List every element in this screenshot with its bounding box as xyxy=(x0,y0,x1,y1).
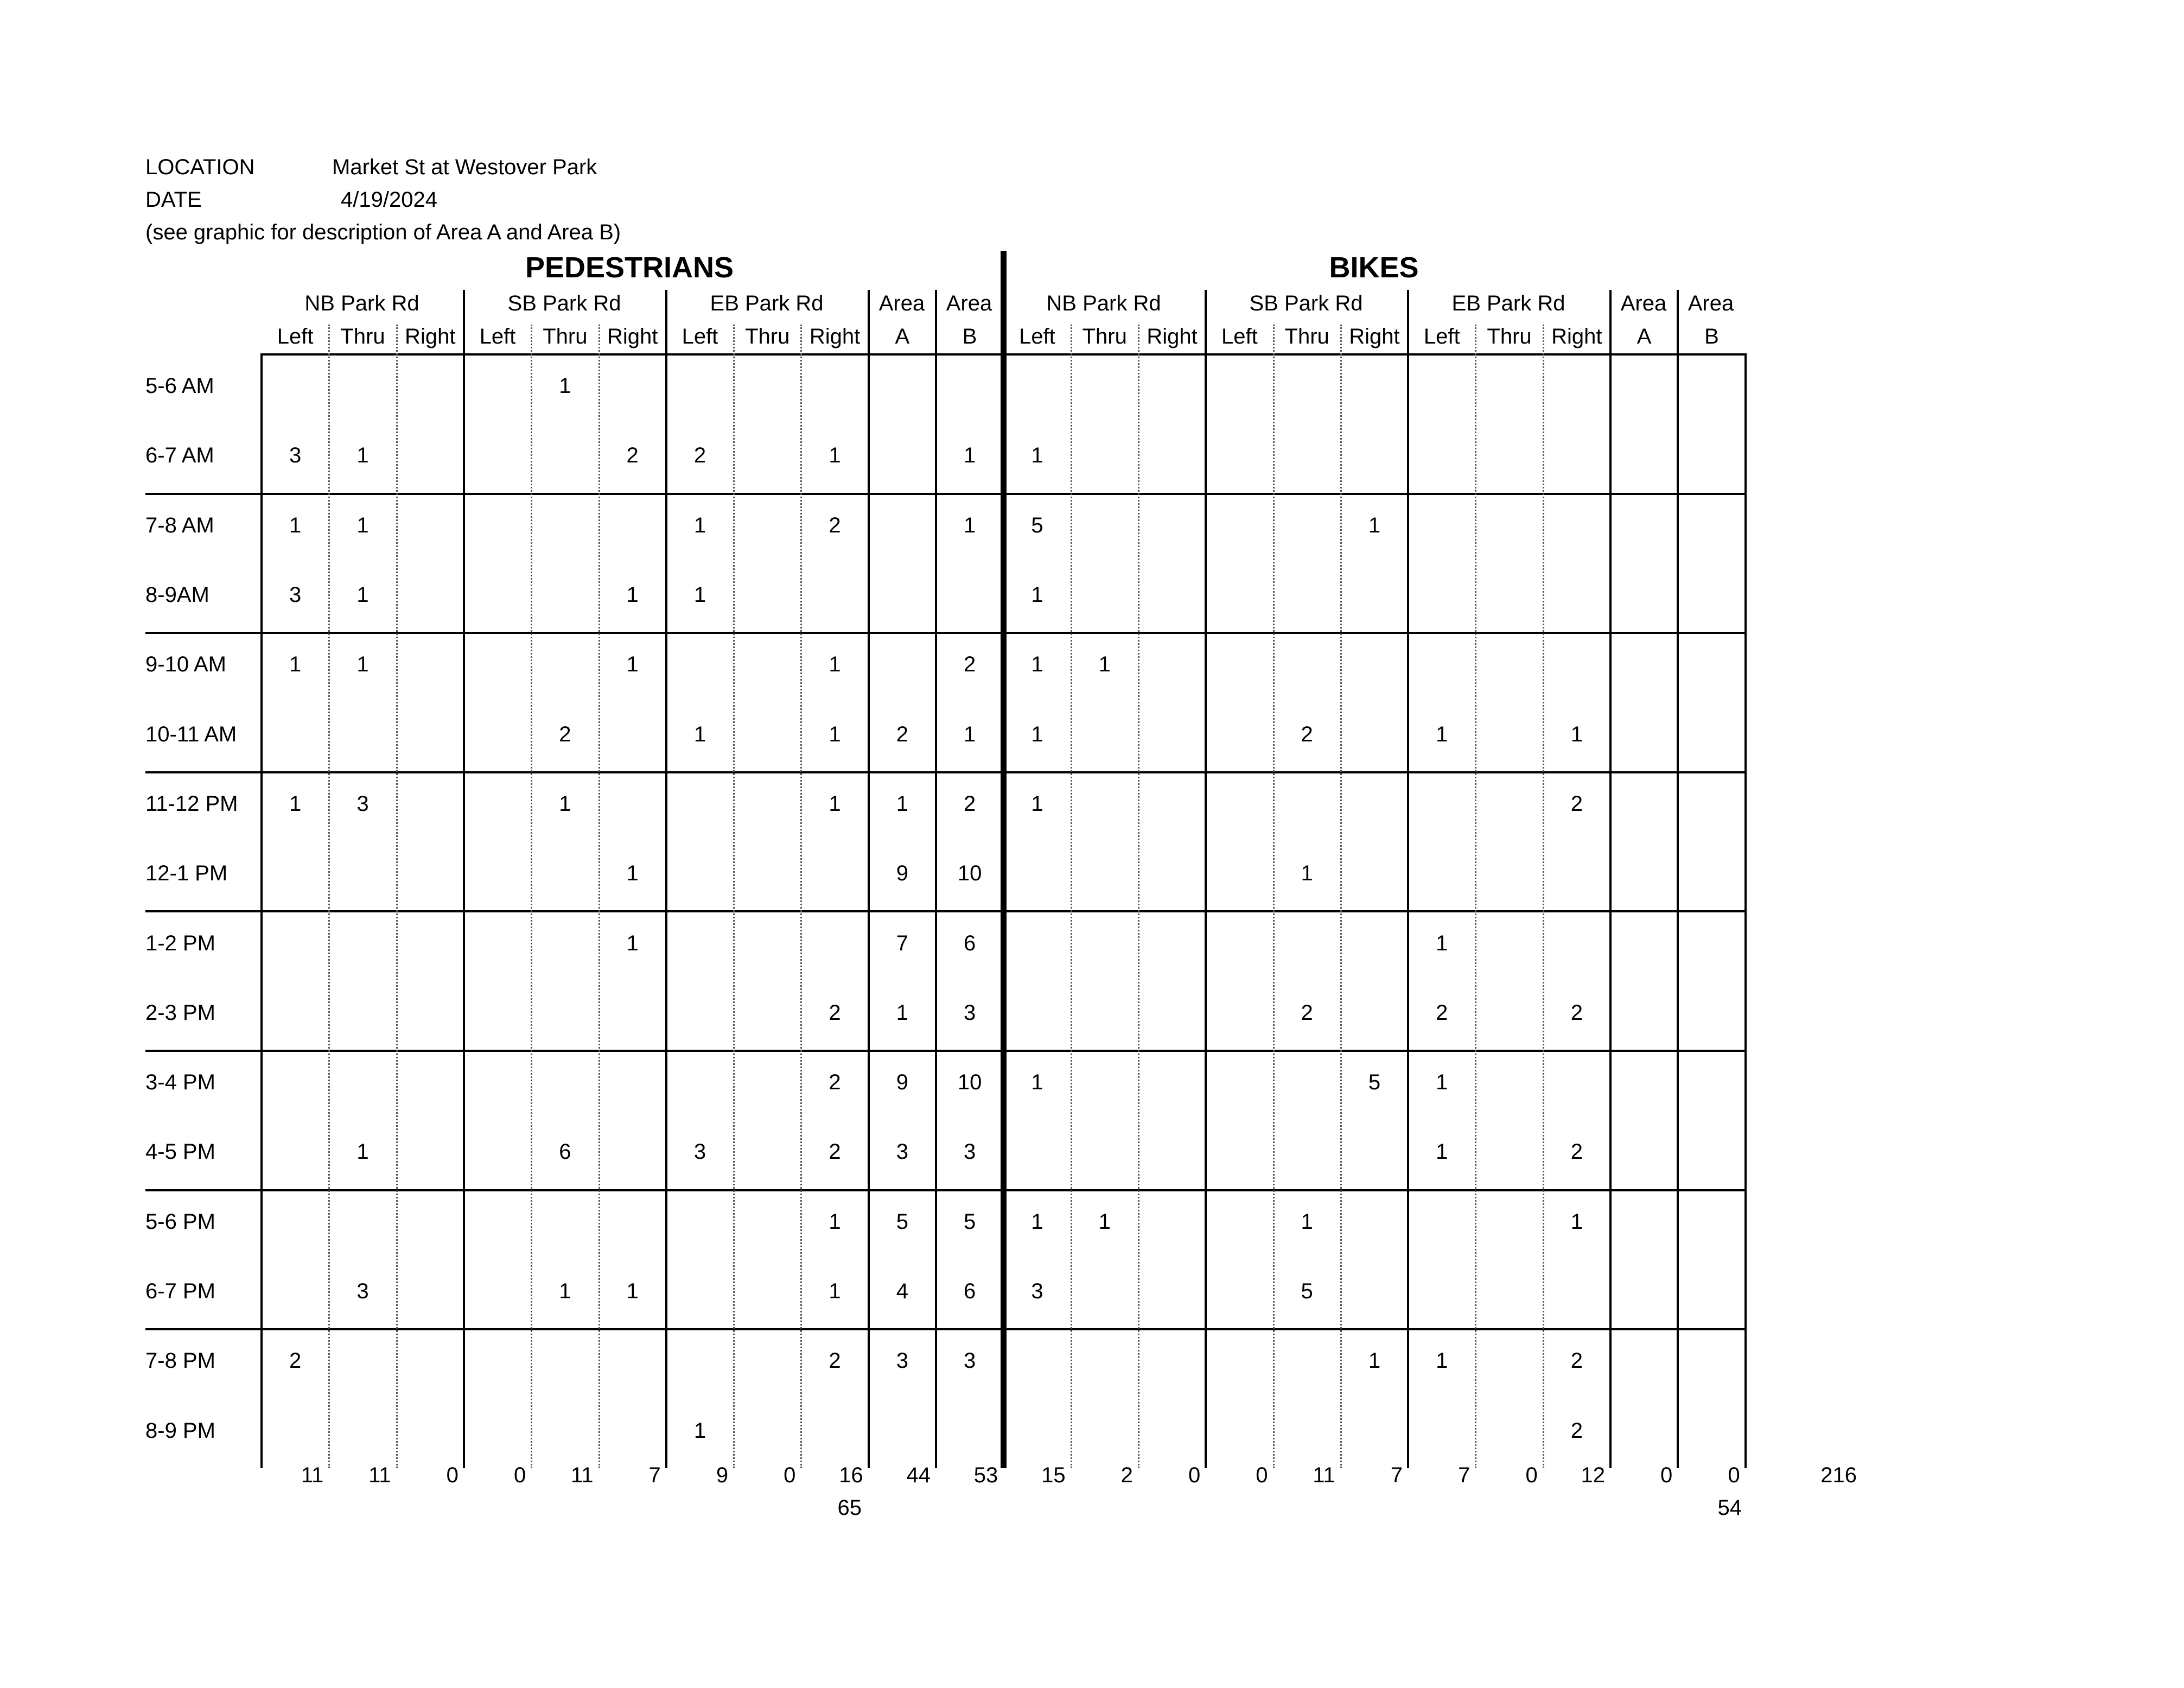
count-cell: 1 xyxy=(896,791,908,816)
count-cell: 3 xyxy=(964,1349,976,1373)
row-group-divider xyxy=(145,1050,1746,1052)
count-cell: 2 xyxy=(1301,1000,1313,1025)
count-cell: 1 xyxy=(964,722,976,746)
count-cell: 3 xyxy=(896,1349,908,1373)
count-cell: 1 xyxy=(1368,1349,1381,1373)
column-header: Right xyxy=(1349,325,1400,348)
count-cell: 2 xyxy=(559,722,571,746)
column-divider xyxy=(1744,353,1747,1468)
row-label: 7-8 PM xyxy=(145,1349,215,1373)
column-header: Thru xyxy=(745,325,790,348)
count-cell: 3 xyxy=(896,1140,908,1164)
column-header: Left xyxy=(682,325,718,348)
count-cell: 1 xyxy=(829,791,841,816)
column-divider xyxy=(598,325,600,1468)
count-cell: 2 xyxy=(829,1000,841,1025)
column-divider xyxy=(1071,325,1072,1468)
column-header: Right xyxy=(607,325,658,348)
count-cell: 2 xyxy=(896,722,908,746)
count-cell: 1 xyxy=(1098,652,1111,677)
count-cell: 5 xyxy=(1301,1279,1313,1304)
count-cell: 1 xyxy=(1570,1209,1583,1234)
column-header: Right xyxy=(1147,325,1198,348)
count-cell: 1 xyxy=(626,931,639,955)
ped-subtotal: 65 xyxy=(837,1496,862,1520)
count-cell: 1 xyxy=(964,513,976,537)
row-label: 3-4 PM xyxy=(145,1070,215,1095)
count-cell: 2 xyxy=(829,513,841,537)
column-total: 0 xyxy=(1728,1463,1740,1487)
column-total: 11 xyxy=(570,1463,594,1487)
ped-eb-header: EB Park Rd xyxy=(710,291,824,315)
column-total: 7 xyxy=(648,1463,661,1487)
count-cell: 1 xyxy=(1436,1349,1448,1373)
count-cell: 6 xyxy=(964,1279,976,1304)
count-cell: 2 xyxy=(964,652,976,677)
column-divider xyxy=(800,325,802,1468)
column-total: 0 xyxy=(446,1463,459,1487)
column-header: Thru xyxy=(340,325,385,348)
column-header: Right xyxy=(809,325,861,348)
column-total: 0 xyxy=(1256,1463,1268,1487)
row-group-divider xyxy=(145,632,1746,634)
column-total: 11 xyxy=(301,1463,324,1487)
count-cell: 3 xyxy=(289,583,302,607)
count-cell: 1 xyxy=(356,652,369,677)
row-label: 8-9AM xyxy=(145,583,209,607)
column-divider xyxy=(531,325,532,1468)
count-cell: 1 xyxy=(1436,1140,1448,1164)
column-divider xyxy=(1273,325,1275,1468)
column-total: 44 xyxy=(906,1463,931,1487)
ped-nb-header: NB Park Rd xyxy=(304,291,419,315)
column-header: Left xyxy=(1019,325,1055,348)
count-cell: 2 xyxy=(829,1070,841,1095)
count-cell: 1 xyxy=(289,513,302,537)
count-cell: 1 xyxy=(1031,652,1043,677)
count-cell: 3 xyxy=(356,791,369,816)
column-divider xyxy=(1543,325,1544,1468)
count-cell: 9 xyxy=(896,1070,908,1095)
row-label: 6-7 AM xyxy=(145,443,214,468)
count-cell: 5 xyxy=(896,1209,908,1234)
ped-sb-header: SB Park Rd xyxy=(507,291,621,315)
row-label: 9-10 AM xyxy=(145,652,226,677)
ped-area-b-header: Area xyxy=(946,291,992,315)
count-cell: 10 xyxy=(957,861,982,886)
count-cell: 2 xyxy=(626,443,639,468)
count-cell: 1 xyxy=(289,652,302,677)
column-divider xyxy=(1677,290,1679,1468)
date-value: 4/19/2024 xyxy=(341,188,437,212)
count-cell: 1 xyxy=(1031,1070,1043,1095)
row-group-divider xyxy=(145,493,1746,495)
grand-total: 216 xyxy=(1820,1463,1857,1487)
row-group-divider xyxy=(145,910,1746,912)
column-total: 12 xyxy=(1581,1463,1605,1487)
column-divider xyxy=(328,325,330,1468)
count-cell: 2 xyxy=(693,443,706,468)
count-cell: 2 xyxy=(829,1349,841,1373)
count-cell: 1 xyxy=(356,583,369,607)
column-total: 7 xyxy=(1390,1463,1403,1487)
column-total: 2 xyxy=(1120,1463,1133,1487)
count-cell: 1 xyxy=(1301,1209,1313,1234)
date-label: DATE xyxy=(145,188,202,212)
column-total: 15 xyxy=(1041,1463,1066,1487)
column-divider xyxy=(1609,290,1612,1468)
count-cell: 3 xyxy=(289,443,302,468)
bike-area-a-header: Area xyxy=(1620,291,1667,315)
count-cell: 1 xyxy=(626,583,639,607)
count-cell: 1 xyxy=(1301,861,1313,886)
count-cell: 5 xyxy=(964,1209,976,1234)
row-label: 11-12 PM xyxy=(145,791,238,816)
column-header: Right xyxy=(405,325,456,348)
column-header: Right xyxy=(1551,325,1602,348)
bike-eb-header: EB Park Rd xyxy=(1451,291,1565,315)
count-cell: 2 xyxy=(1570,1418,1583,1443)
row-label: 8-9 PM xyxy=(145,1418,215,1443)
count-cell: 1 xyxy=(626,652,639,677)
column-header: B xyxy=(962,325,977,348)
column-header: Left xyxy=(277,325,314,348)
row-label: 6-7 PM xyxy=(145,1279,215,1304)
column-divider xyxy=(396,325,398,1468)
column-divider xyxy=(935,290,937,1468)
column-header: Thru xyxy=(1487,325,1532,348)
column-total: 0 xyxy=(1660,1463,1673,1487)
row-label: 7-8 AM xyxy=(145,513,214,537)
column-header: Thru xyxy=(1082,325,1127,348)
count-cell: 1 xyxy=(356,443,369,468)
count-cell: 2 xyxy=(1570,1349,1583,1373)
column-divider xyxy=(868,290,870,1468)
column-total: 11 xyxy=(1313,1463,1335,1487)
count-cell: 1 xyxy=(1570,722,1583,746)
column-divider xyxy=(1340,325,1342,1468)
column-divider xyxy=(1407,290,1409,1468)
bike-subtotal: 54 xyxy=(1717,1496,1742,1520)
column-total: 9 xyxy=(716,1463,729,1487)
count-cell: 10 xyxy=(957,1070,982,1095)
count-cell: 2 xyxy=(289,1349,302,1373)
count-cell: 1 xyxy=(829,722,841,746)
bike-nb-header: NB Park Rd xyxy=(1046,291,1161,315)
count-cell: 1 xyxy=(1031,443,1043,468)
count-cell: 1 xyxy=(693,1418,706,1443)
count-cell: 1 xyxy=(1031,722,1043,746)
count-cell: 5 xyxy=(1368,1070,1381,1095)
count-cell: 1 xyxy=(356,513,369,537)
bike-sb-header: SB Park Rd xyxy=(1249,291,1363,315)
count-cell: 1 xyxy=(1031,583,1043,607)
column-header: Thru xyxy=(1284,325,1329,348)
column-divider xyxy=(733,325,735,1468)
pedestrians-title: PEDESTRIANS xyxy=(525,251,734,284)
count-cell: 3 xyxy=(356,1279,369,1304)
count-cell: 1 xyxy=(829,1209,841,1234)
column-divider xyxy=(1475,325,1476,1468)
count-cell: 1 xyxy=(1031,791,1043,816)
count-cell: 1 xyxy=(896,1000,908,1025)
count-cell: 1 xyxy=(1436,722,1448,746)
column-total: 0 xyxy=(513,1463,526,1487)
count-cell: 2 xyxy=(964,791,976,816)
row-group-divider xyxy=(145,1328,1746,1330)
count-cell: 2 xyxy=(1570,1000,1583,1025)
count-cell: 5 xyxy=(1031,513,1043,537)
column-total: 7 xyxy=(1458,1463,1470,1487)
count-cell: 1 xyxy=(1368,513,1381,537)
count-cell: 1 xyxy=(1436,931,1448,955)
column-header: Thru xyxy=(543,325,588,348)
count-cell: 7 xyxy=(896,931,908,955)
row-group-divider xyxy=(145,771,1746,773)
count-cell: 1 xyxy=(964,443,976,468)
column-header: Left xyxy=(479,325,516,348)
count-cell: 1 xyxy=(559,791,571,816)
count-cell: 1 xyxy=(1098,1209,1111,1234)
bikes-title: BIKES xyxy=(1329,251,1419,284)
count-cell: 2 xyxy=(1570,1140,1583,1164)
count-cell: 3 xyxy=(1031,1279,1043,1304)
area-note: (see graphic for description of Area A and Area B) xyxy=(145,220,621,244)
column-header: Left xyxy=(1423,325,1460,348)
row-group-divider xyxy=(145,1189,1746,1191)
count-cell: 1 xyxy=(829,443,841,468)
column-header: A xyxy=(1637,325,1652,348)
column-header: Left xyxy=(1221,325,1258,348)
count-cell: 6 xyxy=(559,1140,571,1164)
column-divider xyxy=(665,290,667,1468)
row-label: 1-2 PM xyxy=(145,931,215,955)
bike-area-b-header: Area xyxy=(1688,291,1734,315)
count-cell: 1 xyxy=(829,1279,841,1304)
count-cell: 4 xyxy=(896,1279,908,1304)
column-total: 11 xyxy=(368,1463,391,1487)
column-total: 0 xyxy=(1525,1463,1538,1487)
count-cell: 1 xyxy=(626,861,639,886)
column-header: A xyxy=(895,325,910,348)
count-cell: 3 xyxy=(693,1140,706,1164)
column-divider xyxy=(1138,325,1139,1468)
count-cell: 1 xyxy=(626,1279,639,1304)
column-total: 53 xyxy=(973,1463,998,1487)
count-cell: 1 xyxy=(1436,1070,1448,1095)
count-cell: 2 xyxy=(1436,1000,1448,1025)
count-cell: 1 xyxy=(559,1279,571,1304)
location-value: Market St at Westover Park xyxy=(332,155,597,179)
row-label: 12-1 PM xyxy=(145,861,228,886)
count-cell: 6 xyxy=(964,931,976,955)
location-label: LOCATION xyxy=(145,155,255,179)
count-cell: 1 xyxy=(356,1140,369,1164)
row-label: 2-3 PM xyxy=(145,1000,215,1025)
count-cell: 3 xyxy=(964,1000,976,1025)
row-label: 5-6 AM xyxy=(145,374,214,398)
count-cell: 2 xyxy=(1301,722,1313,746)
column-header: B xyxy=(1704,325,1719,348)
column-divider xyxy=(463,290,465,1468)
row-label: 10-11 AM xyxy=(145,722,237,746)
count-cell: 2 xyxy=(1570,791,1583,816)
count-cell: 1 xyxy=(693,513,706,537)
count-cell: 2 xyxy=(829,1140,841,1164)
row-label: 5-6 PM xyxy=(145,1209,215,1234)
section-divider xyxy=(1001,251,1007,1468)
column-divider xyxy=(260,353,263,1468)
column-total: 0 xyxy=(1188,1463,1201,1487)
count-cell: 1 xyxy=(1031,1209,1043,1234)
count-cell: 1 xyxy=(693,722,706,746)
count-cell: 1 xyxy=(559,374,571,398)
count-cell: 1 xyxy=(829,652,841,677)
count-cell: 1 xyxy=(289,791,302,816)
count-cell: 1 xyxy=(693,583,706,607)
ped-area-a-header: Area xyxy=(878,291,925,315)
column-total: 16 xyxy=(839,1463,863,1487)
count-cell: 9 xyxy=(896,861,908,886)
column-divider xyxy=(1205,290,1207,1468)
row-label: 4-5 PM xyxy=(145,1140,215,1164)
column-total: 0 xyxy=(784,1463,796,1487)
count-cell: 3 xyxy=(964,1140,976,1164)
